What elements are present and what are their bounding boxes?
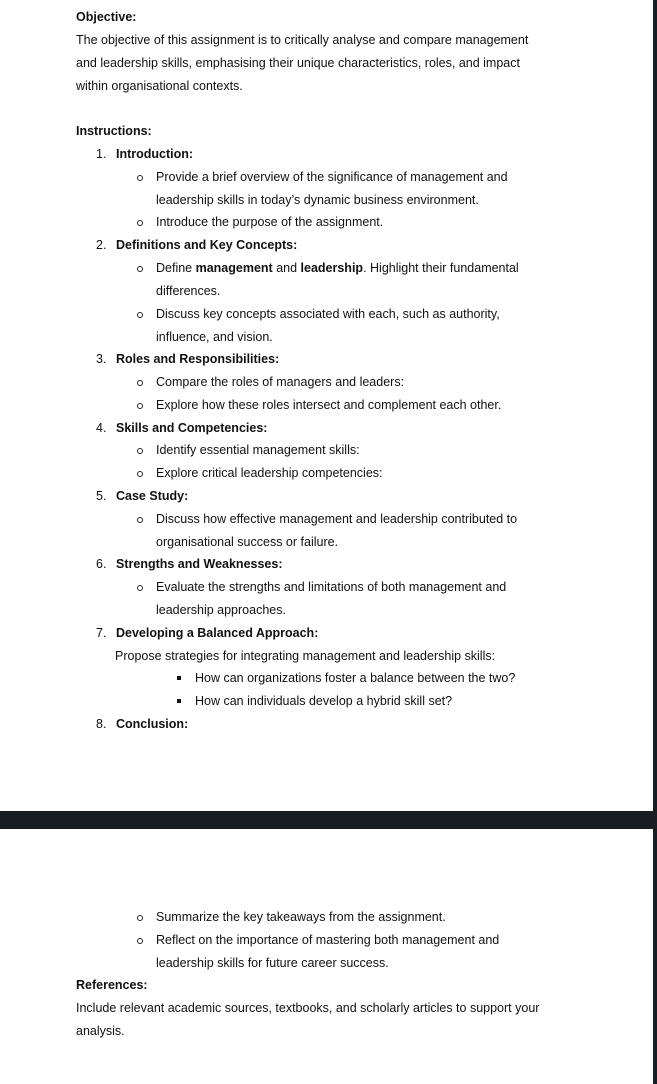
bullet-text: influence, and vision. bbox=[156, 330, 273, 344]
bullet-text: Identify essential management skills: bbox=[156, 443, 360, 457]
objective-line: The objective of this assignment is to critically analyse and compare management bbox=[76, 33, 529, 47]
bullet-text: Introduce the purpose of the assignment. bbox=[156, 215, 384, 229]
bullet-text: Compare the roles of managers and leaders: bbox=[156, 375, 405, 389]
bullet-text: Discuss how effective management and leadership contributed to bbox=[156, 512, 518, 526]
bullet-text: differences. bbox=[156, 284, 221, 298]
section-title-conclusion: Conclusion: bbox=[116, 717, 189, 731]
bullet-text: Summarize the key takeaways from the assignment. bbox=[156, 910, 446, 924]
bullet-text: leadership approaches. bbox=[156, 603, 286, 617]
section-title-balanced-approach: Developing a Balanced Approach: bbox=[116, 626, 319, 640]
page-break-gutter bbox=[0, 811, 657, 829]
hollow-bullet-icon bbox=[137, 448, 143, 454]
document-page-2 bbox=[0, 829, 653, 1084]
viewer-right-edge bbox=[653, 0, 657, 1084]
bullet-text: Reflect on the importance of mastering both management and bbox=[156, 933, 500, 947]
keyword-management: management bbox=[195, 261, 273, 275]
clipped-previous-text bbox=[76, 0, 246, 2]
section-title-roles: Roles and Responsibilities: bbox=[116, 352, 280, 366]
bullet-text: organisational success or failure. bbox=[156, 535, 339, 549]
bullet-text: Evaluate the strengths and limitations of both management and bbox=[156, 580, 507, 594]
bullet-text: leadership skills in today’s dynamic business environment. bbox=[156, 193, 479, 207]
objective-heading: Objective: bbox=[76, 10, 137, 24]
square-bullet-icon bbox=[177, 699, 181, 703]
hollow-bullet-icon bbox=[137, 517, 143, 523]
bullet-text bbox=[156, 260, 519, 276]
bullet-text: Explore critical leadership competencies: bbox=[156, 466, 383, 480]
square-bullet-icon bbox=[177, 676, 181, 680]
list-number: 2. bbox=[96, 238, 107, 252]
hollow-bullet-icon bbox=[137, 266, 143, 272]
objective-line: within organisational contexts. bbox=[76, 79, 243, 93]
list-number: 8. bbox=[96, 717, 107, 731]
bullet-text: Provide a brief overview of the significance of management and bbox=[156, 170, 508, 184]
text-run: . Highlight their fundamental bbox=[363, 261, 519, 275]
section-title-case-study: Case Study: bbox=[116, 489, 189, 503]
hollow-bullet-icon bbox=[137, 175, 143, 181]
objective-line: and leadership skills, emphasising their unique characteristics, roles, and impact bbox=[76, 56, 520, 70]
bullet-text: Discuss key concepts associated with each, such as authority, bbox=[156, 307, 500, 321]
list-number: 1. bbox=[96, 147, 107, 161]
text-run: Define bbox=[156, 261, 196, 275]
section-intro-text: Propose strategies for integrating management and leadership skills: bbox=[115, 649, 496, 663]
hollow-bullet-icon bbox=[137, 585, 143, 591]
references-line: Include relevant academic sources, textbooks, and scholarly articles to support your bbox=[76, 1001, 540, 1015]
list-number: 5. bbox=[96, 489, 107, 503]
list-number: 7. bbox=[96, 626, 107, 640]
bullet-text: Explore how these roles intersect and complement each other. bbox=[156, 398, 502, 412]
section-title-introduction: Introduction: bbox=[116, 147, 194, 161]
list-number: 6. bbox=[96, 557, 107, 571]
text-run: and bbox=[272, 261, 301, 275]
hollow-bullet-icon bbox=[137, 312, 143, 318]
section-title-definitions: Definitions and Key Concepts: bbox=[116, 238, 298, 252]
bullet-text: leadership skills for future career success. bbox=[156, 956, 389, 970]
section-title-strengths: Strengths and Weaknesses: bbox=[116, 557, 283, 571]
sub-bullet-text: How can organizations foster a balance between the two? bbox=[195, 671, 516, 685]
hollow-bullet-icon bbox=[137, 380, 143, 386]
list-number: 4. bbox=[96, 421, 107, 435]
keyword-leadership: leadership bbox=[300, 261, 364, 275]
sub-bullet-text: How can individuals develop a hybrid skill set? bbox=[195, 694, 453, 708]
hollow-bullet-icon bbox=[137, 915, 143, 921]
hollow-bullet-icon bbox=[137, 220, 143, 226]
instructions-heading: Instructions: bbox=[76, 124, 152, 138]
references-line: analysis. bbox=[76, 1024, 125, 1038]
section-title-skills: Skills and Competencies: bbox=[116, 421, 268, 435]
hollow-bullet-icon bbox=[137, 471, 143, 477]
list-number: 3. bbox=[96, 352, 107, 366]
references-heading: References: bbox=[76, 978, 148, 992]
hollow-bullet-icon bbox=[137, 938, 143, 944]
hollow-bullet-icon bbox=[137, 403, 143, 409]
